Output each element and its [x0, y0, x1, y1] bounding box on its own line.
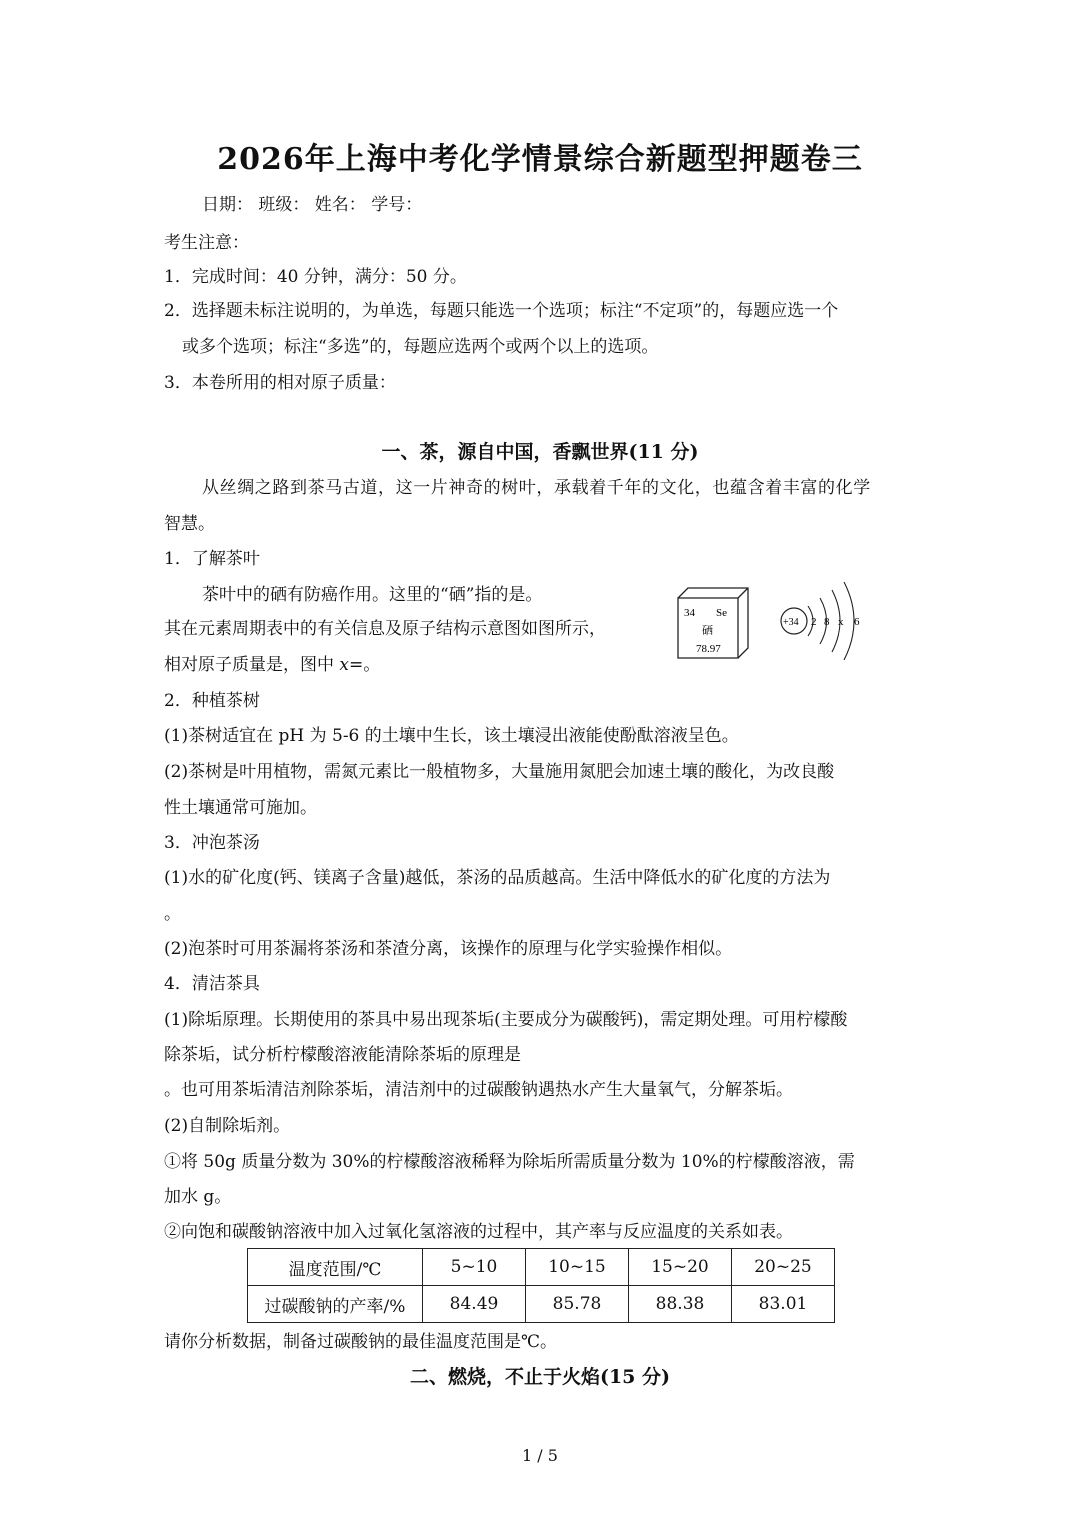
- q2-2b: 性土壤通常可施加。: [164, 798, 317, 818]
- q1-line-1: 茶叶中的硒有防癌作用。这里的“硒”指的是。: [202, 585, 543, 605]
- notice-item-2b: 或多个选项；标注“多选”的，每题应选两个或两个以上的选项。: [182, 337, 659, 357]
- element-mass: 78.97: [696, 643, 721, 655]
- table-cell: 85.78: [526, 1286, 629, 1323]
- q1-title: 1．了解茶叶: [164, 549, 260, 569]
- q1-line-3-var: x: [339, 655, 349, 675]
- notice-heading: 考生注意：: [164, 233, 249, 253]
- info-line: 日期： 班级： 姓名： 学号：: [202, 195, 423, 215]
- shell-2: 8: [824, 616, 830, 628]
- table-row: [248, 1286, 835, 1323]
- section-1-intro-a: 从丝绸之路到茶马古道，这一片神奇的树叶，承载着千年的文化，也蕴含着丰富的化学: [202, 478, 871, 498]
- q4-1a: (1)除垢原理。长期使用的茶具中易出现茶垢(主要成分为碳酸钙)，需定期处理。可用柠檬酸: [164, 1010, 848, 1030]
- q4-end: 请你分析数据，制备过碳酸钠的最佳温度范围是℃。: [164, 1332, 558, 1352]
- table-cell: 15~20: [629, 1249, 732, 1286]
- table-cell: 10~15: [526, 1249, 629, 1286]
- q3-title: 3．冲泡茶汤: [164, 833, 260, 853]
- q3-2: (2)泡茶时可用茶漏将茶汤和茶渣分离，该操作的原理与化学实验操作相似。: [164, 939, 733, 959]
- q2-2a: (2)茶树是叶用植物，需氮元素比一般植物多，大量施用氮肥会加速土壤的酸化，为改良酸: [164, 762, 835, 782]
- q4-2-1a: ①将 50g 质量分数为 30%的柠檬酸溶液稀释为除垢所需质量分数为 10%的柠檬酸溶液，需: [164, 1152, 855, 1172]
- q4-2: (2)自制除垢剂。: [164, 1116, 291, 1136]
- section-2-heading: 二、燃烧，不止于火焰(15 分): [409, 1366, 671, 1388]
- selenium-figure: [668, 578, 878, 668]
- notice-item-2a: 2．选择题未标注说明的，为单选，每题只能选一个选项；标注“不定项”的，每题应选一个: [164, 301, 839, 321]
- table-cell: 5~10: [423, 1249, 526, 1286]
- q1-line-3-post: =。: [349, 655, 381, 675]
- q1-line-3: [164, 654, 380, 676]
- q2-title: 2．种植茶树: [164, 691, 260, 711]
- shell-3: x: [838, 616, 844, 628]
- q4-2-1b: 加水 g。: [164, 1187, 232, 1207]
- table-cell: 88.38: [629, 1286, 732, 1323]
- q1-line-2: 其在元素周期表中的有关信息及原子结构示意图如图所示，: [164, 619, 606, 639]
- q4-title: 4．清洁茶具: [164, 974, 260, 994]
- shell-4: 6: [854, 616, 860, 628]
- section-1-heading: 一、茶，源自中国，香飘世界(11 分): [381, 441, 699, 463]
- q3-1a: (1)水的矿化度(钙、镁离子含量)越低，茶汤的品质越高。生活中降低水的矿化度的方法为: [164, 868, 831, 888]
- table-row: [248, 1249, 835, 1286]
- nucleus-charge: +34: [783, 617, 799, 628]
- table-cell: 过碳酸钠的产率/%: [248, 1286, 423, 1323]
- page-number: 1 / 5: [522, 1446, 558, 1465]
- element-symbol: Se: [716, 607, 727, 619]
- q4-1c: 。也可用茶垢清洁剂除茶垢，清洁剂中的过碳酸钠遇热水产生大量氧气，分解茶垢。: [164, 1080, 793, 1100]
- section-1-intro-b: 智慧。: [164, 514, 215, 534]
- q1-line-3-pre: 相对原子质量是，图中: [164, 655, 340, 675]
- shell-1: 2: [811, 616, 817, 628]
- element-name: 硒: [702, 624, 713, 637]
- notice-item-1: 1．完成时间：40 分钟，满分：50 分。: [164, 267, 467, 287]
- q2-1: (1)茶树适宜在 pH 为 5-6 的土壤中生长，该土壤浸出液能使酚酞溶液呈色。: [164, 726, 739, 746]
- q4-2-2: ②向饱和碳酸钠溶液中加入过氧化氢溶液的过程中，其产率与反应温度的关系如表。: [164, 1222, 793, 1242]
- page-title: 2026年上海中考化学情景综合新题型押题卷三: [217, 142, 863, 177]
- table-cell: 20~25: [732, 1249, 835, 1286]
- q4-1b: 除茶垢，试分析柠檬酸溶液能清除茶垢的原理是: [164, 1045, 521, 1065]
- yield-table: [247, 1248, 835, 1323]
- q3-1b: 。: [164, 904, 181, 924]
- table-cell: 83.01: [732, 1286, 835, 1323]
- table-cell: 温度范围/℃: [248, 1249, 423, 1286]
- table-cell: 84.49: [423, 1286, 526, 1323]
- element-number: 34: [684, 607, 695, 619]
- notice-item-3: 3．本卷所用的相对原子质量：: [164, 373, 396, 393]
